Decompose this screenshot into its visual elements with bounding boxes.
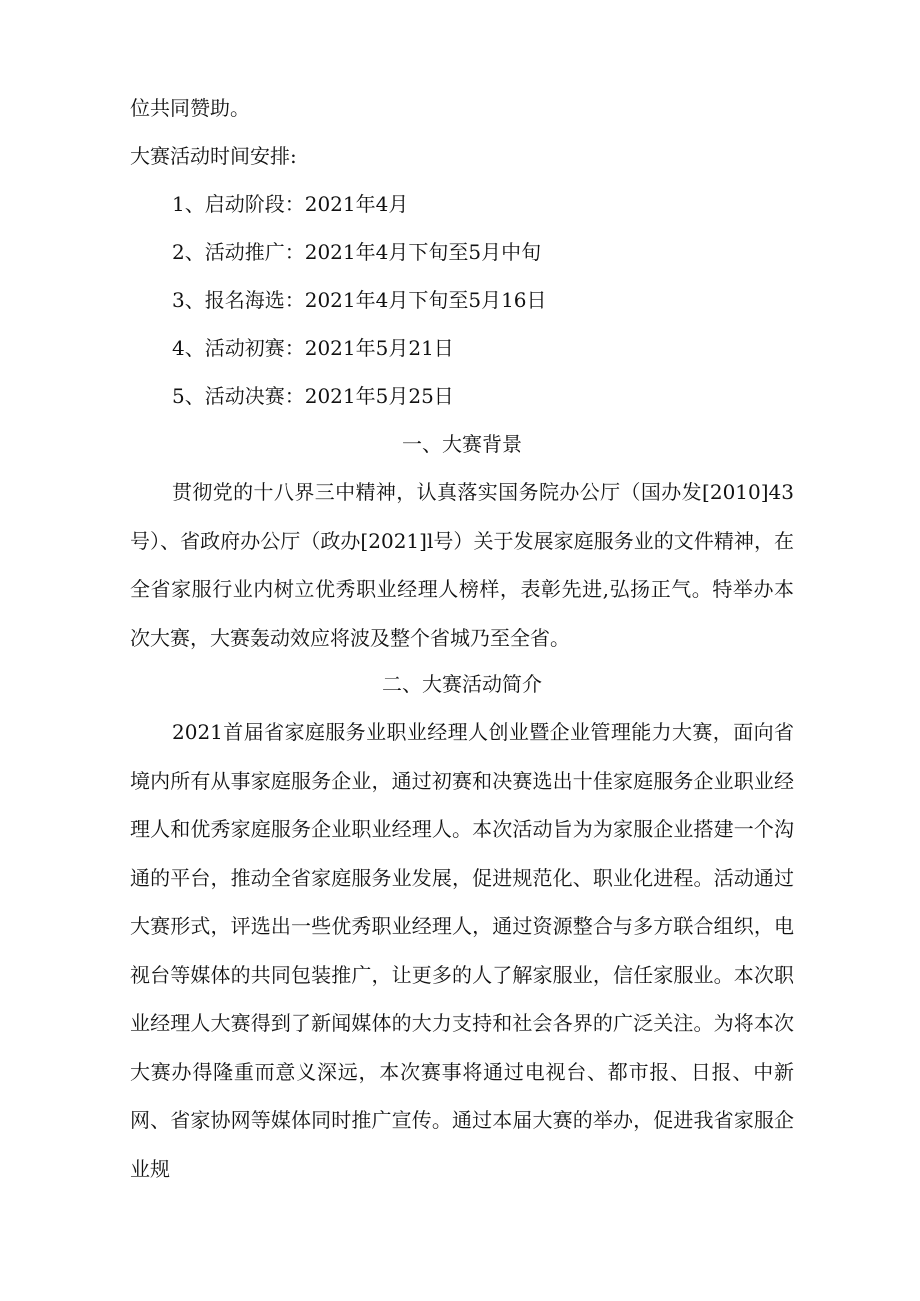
schedule-item: 4、活动初赛：2021年5月21日 bbox=[172, 336, 454, 360]
schedule-item: 2、活动推广：2021年4月下旬至5月中旬 bbox=[172, 240, 542, 264]
schedule-item: 1、启动阶段：2021年4月 bbox=[172, 192, 409, 216]
intro-tail-text: 位共同赞助。 bbox=[130, 96, 250, 120]
section-heading-background: 一、大赛背景 bbox=[402, 432, 522, 456]
schedule-title: 大赛活动时间安排: bbox=[130, 144, 297, 168]
schedule-item: 5、活动决赛：2021年5月25日 bbox=[172, 384, 454, 408]
section-body-background: 贯彻党的十八界三中精神，认真落实国务院办公厅（国办发[2010]43号）、省政府办公厅（政办[2021]l号）关于发展家庭服务业的文件精神，在全省家服行业内树立优秀职业经理人榜样，表彰先进,弘扬正气。特举办本次大赛，大赛轰动效应将波及整个省城乃至全省。 bbox=[130, 480, 794, 650]
schedule-item: 3、报名海选：2021年4月下旬至5月16日 bbox=[172, 288, 547, 312]
section-heading-intro: 二、大赛活动简介 bbox=[382, 672, 542, 696]
section-body-intro: 2021首届省家庭服务业职业经理人创业暨企业管理能力大赛，面向省境内所有从事家庭服务企业，通过初赛和决赛选出十佳家庭服务企业职业经理人和优秀家庭服务企业职业经理人。本次活动旨为为家服企业搭建一个沟通的平台，推动全省家庭服务业发展，促进规范化、职业化进程。活动通过大赛形式，评选出一些优秀职业经理人，通过资源整合与多方联合组织，电视台等媒体的共同包装推广，让更多的人了解家服业，信任家服业。本次职业经理人大赛得到了新闻媒体的大力支持和社会各界的广泛关注。为将本次大赛办得隆重而意义深远，本次赛事将通过电视台、都市报、日报、中新网、省家协网等媒体同时推广宣传。通过本届大赛的举办，促进我省家服企业规 bbox=[130, 720, 794, 1181]
